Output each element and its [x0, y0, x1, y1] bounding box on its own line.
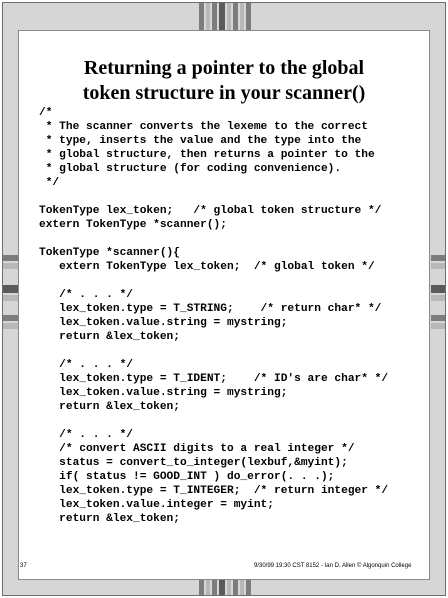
left-decor-bar-6	[3, 323, 19, 329]
code-line: extern TokenType *scanner();	[39, 219, 227, 231]
code-line: lex_token.value.string = mystring;	[39, 387, 288, 399]
code-line: /* . . . */	[39, 289, 133, 301]
code-line: if( status != GOOD_INT ) do_error(. . .);	[39, 471, 335, 483]
code-line: * global structure (for coding convenience).	[39, 163, 342, 175]
right-decor-bar-2	[431, 263, 445, 269]
code-line: return &lex_token;	[39, 513, 180, 525]
code-line: TokenType lex_token; /* global token structure */	[39, 205, 382, 217]
code-line: * global structure, then returns a pointer to the	[39, 149, 375, 161]
code-block	[39, 106, 429, 526]
right-decor-bar-4	[431, 295, 445, 301]
code-line: lex_token.value.integer = myint;	[39, 499, 274, 511]
left-decor-bar-3	[3, 285, 19, 293]
left-decor-bar-2	[3, 263, 19, 269]
code-line: return &lex_token;	[39, 401, 180, 413]
slide-title	[18, 56, 430, 106]
top-decor-bar-3	[212, 3, 217, 33]
right-decor-bar-6	[431, 323, 445, 329]
top-decor-bar-5	[227, 3, 231, 33]
code-line: * The scanner converts the lexeme to the correct	[39, 121, 368, 133]
code-line: /*	[39, 107, 53, 119]
code-line: * type, inserts the value and the type into the	[39, 135, 362, 147]
left-decor-bar-5	[3, 315, 19, 321]
code-line: status = convert_to_integer(lexbuf,&myint);	[39, 457, 348, 469]
code-line: return &lex_token;	[39, 331, 180, 343]
right-decor-bar-5	[431, 315, 445, 321]
top-decor-bar-7	[240, 3, 244, 33]
code-line: lex_token.type = T_INTEGER; /* return integer */	[39, 485, 389, 497]
left-decor-bar-4	[3, 295, 19, 301]
code-line: */	[39, 177, 60, 189]
right-decor-bar-1	[431, 255, 445, 261]
code-line: /* . . . */	[39, 359, 133, 371]
top-decor-bar-2	[206, 3, 210, 33]
code-line: lex_token.type = T_IDENT; /* ID's are char* */	[39, 373, 389, 385]
top-decor-bar-8	[246, 3, 251, 33]
code-line: lex_token.type = T_STRING; /* return char* */	[39, 303, 382, 315]
footer-credit: 9/30/99 19:30 CST 8152 - Ian D. Allen © Algonquin College	[254, 563, 412, 569]
code-line: TokenType *scanner(){	[39, 247, 180, 259]
code-line: extern TokenType lex_token; /* global token */	[39, 261, 375, 273]
code-line: /* convert ASCII digits to a real integer */	[39, 443, 355, 455]
slide-title-line-1: Returning a pointer to the global	[83, 57, 365, 79]
page-number: 37	[20, 563, 27, 569]
top-decor-bar-4	[219, 3, 225, 33]
code-line: lex_token.value.string = mystring;	[39, 317, 288, 329]
left-decor-bar-1	[3, 255, 19, 261]
slide-title-line-2: token structure in your scanner()	[82, 82, 366, 104]
top-decor-bar-6	[233, 3, 238, 33]
top-decor-bar-1	[199, 3, 204, 33]
right-decor-bar-3	[431, 285, 445, 293]
code-line: /* . . . */	[39, 429, 133, 441]
